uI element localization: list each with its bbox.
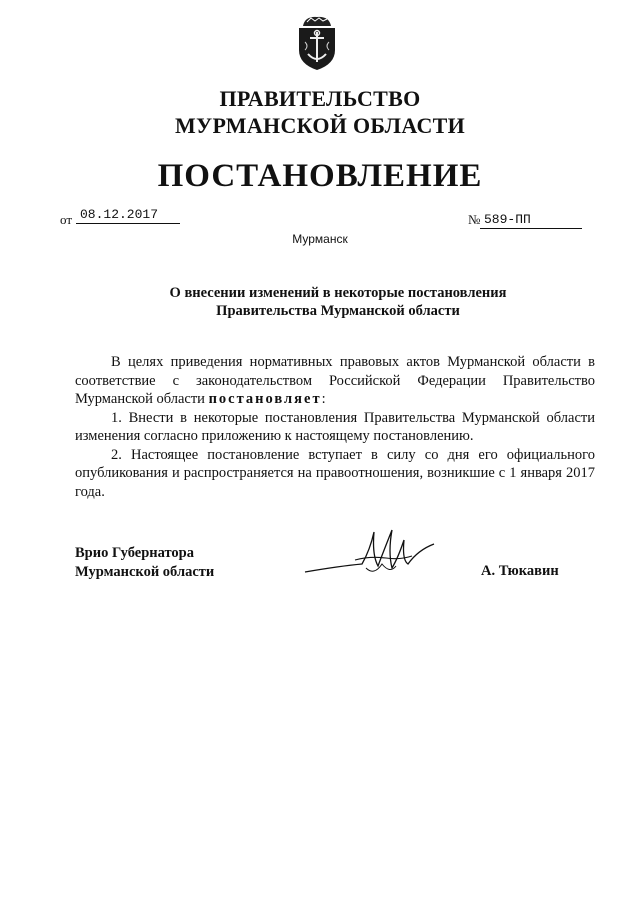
document-body (75, 353, 595, 501)
government-title-line1: ПРАВИТЕЛЬСТВО (219, 86, 421, 111)
signatory-position (75, 544, 214, 582)
number-label: № (468, 212, 481, 227)
signatory-name: А. Тюкавин (481, 563, 559, 579)
signatory-position-line1: Врио Губернатора (75, 545, 194, 561)
subject-line2: Правительства Мурманской области (216, 303, 460, 319)
decree-verb: постановляет (208, 391, 322, 407)
body-paragraph-2: 1. Внести в некоторые постановления Правительства Мурманской области изменения согласно приложению к настоящему постановлению. (75, 409, 595, 444)
coat-of-arms-icon (293, 12, 341, 72)
body-paragraph-1 (75, 353, 595, 409)
document-kind-title: ПОСТАНОВЛЕНИЕ (157, 158, 483, 194)
signatory-position-line2: Мурманской области (75, 564, 215, 580)
paragraph-1-text: В целях приведения нормативных правовых актов Мурманской области в соответствие с законодательством Российской Федерации Правительство Мурманской области (75, 354, 595, 407)
government-title-line2: МУРМАНСКОЙ ОБЛАСТИ (174, 113, 466, 138)
subject-line1: О внесении изменений в некоторые постановления (169, 285, 507, 301)
date-label: от (60, 212, 73, 227)
city-name: Мурманск (292, 232, 348, 246)
handwritten-signature-icon (300, 520, 440, 590)
paragraph-1-end: : (321, 391, 326, 407)
document-number: 589-ПП (480, 212, 582, 229)
date-value: 08.12.2017 (76, 207, 180, 224)
body-paragraph-3: 2. Настоящее постановление вступает в силу со дня его официального опубликования и распространяется на правоотношения, возникшие с 1 января 2017 года. (75, 446, 595, 500)
